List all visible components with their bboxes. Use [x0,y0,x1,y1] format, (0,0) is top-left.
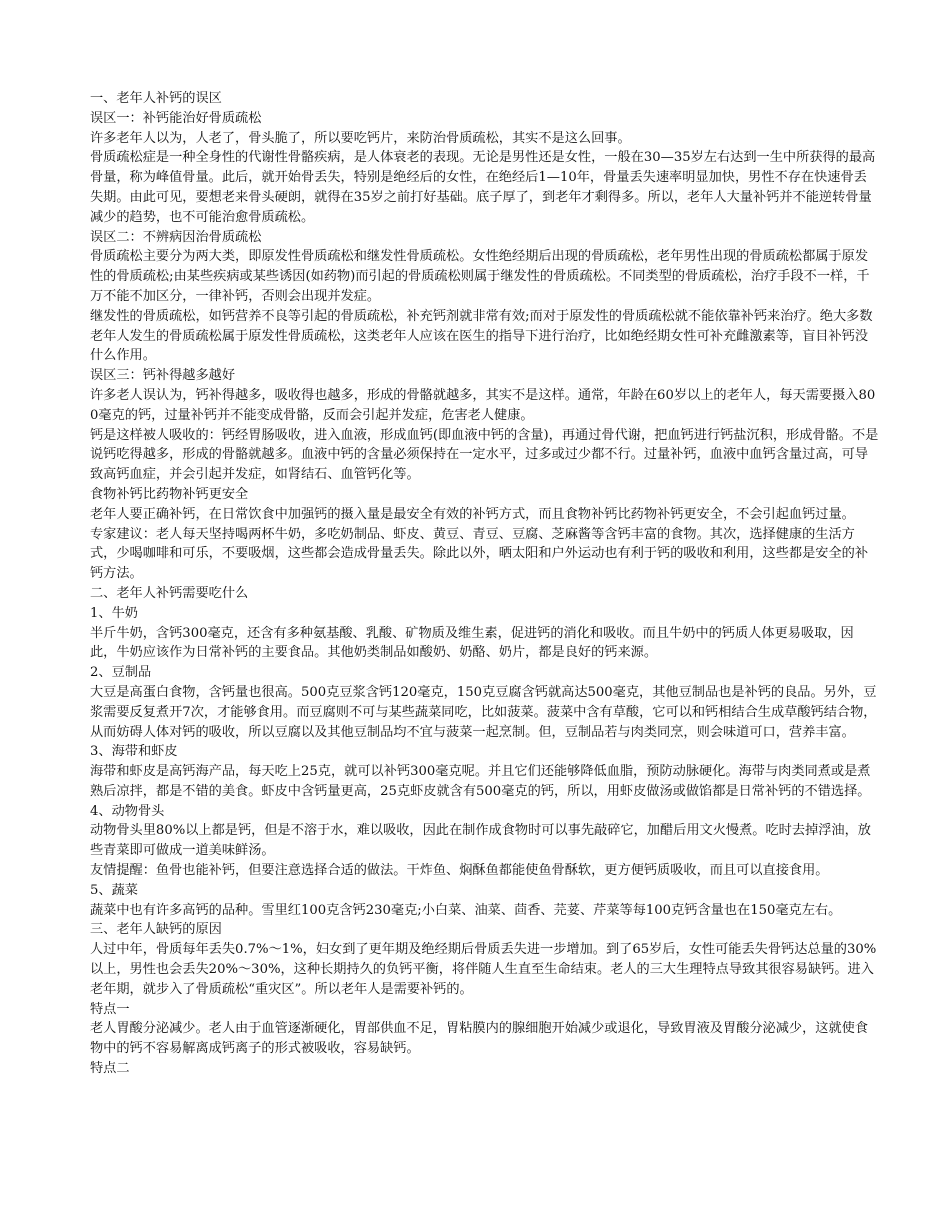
paragraph: 许多老年人以为，人老了，骨头脆了，所以要吃钙片，来防治骨质疏松，其实不是这么回事。 [90,130,631,146]
paragraph: 许多老人误认为，钙补得越多，吸收得也越多，形成的骨骼就越多，其实不是这样。通常，年龄在60岁以上的老年人，每天需要摄入800毫克的钙，过量补钙并不能变成骨骼，反而会引起并发症，危害老人健康。 [90,387,876,423]
paragraph: 蔬菜中也有许多高钙的品种。雪里红100克含钙230毫克;小白菜、油菜、茴香、芫荽、芹菜等每100克钙含量也在150毫克左右。 [90,902,842,918]
paragraph: 继发性的骨质疏松，如钙营养不良等引起的骨质疏松，补充钙剂就非常有效;而对于原发性的骨质疏松就不能依靠补钙来治疗。绝大多数老年人发生的骨质疏松属于原发性骨质疏松，这类老年人应该在医生的指导下进行治疗，比如绝经期女性可补充雌激素等，盲目补钙没什么作用。 [90,308,873,364]
section-heading: 一、老年人补钙的误区 [90,91,222,106]
document-body [90,89,880,1079]
section-heading: 1、牛奶 [90,605,138,621]
paragraph: 海带和虾皮是高钙海产品，每天吃上25克，就可以补钙300毫克呢。并且它们还能够降低血脂，预防动脉硬化。海带与肉类同煮或是煮熟后凉拌，都是不错的美食。虾皮中含钙量更高，25克虾皮就含有500毫克的钙，所以，用虾皮做汤或做馅都是日常补钙的不错选择。 [90,764,871,799]
paragraph: 友情提醒：鱼骨也能补钙，但要注意选择合适的做法。干炸鱼、焖酥鱼都能使鱼骨酥软，更方便钙质吸收，而且可以直接食用。 [90,863,829,879]
paragraph: 骨质疏松主要分为两大类，即原发性骨质疏松和继发性骨质疏松。女性绝经期后出现的骨质疏松，老年男性出现的骨质疏松都属于原发性的骨质疏松;由某些疾病或某些诱因(如药物)而引起的骨质疏松则属于继发性的骨质疏松。不同类型的骨质疏松，治疗手段不一样，千万不能不加区分，一律补钙，否则会出现并发症。 [90,249,870,304]
section-heading: 误区三：钙补得越多越好 [90,368,236,384]
paragraph: 老年人要正确补钙，在日常饮食中加强钙的摄入量是最安全有效的补钙方式，而且食物补钙比药物补钙更安全，不会引起血钙过量。 [90,506,855,522]
paragraph: 钙是这样被人吸收的：钙经胃肠吸收，进入血液，形成血钙(即血液中钙的含量)，再通过骨代谢，把血钙进行钙盐沉积，形成骨骼。不是说钙吃得越多，形成的骨骼就越多。血液中钙的含量必须保持在一定水平，过多或过少都不行。过量补钙，血液中血钙含量过高，可导致高钙血症，并会引起并发症，如肾结石、血管钙化等。 [90,427,879,483]
section-heading: 特点二 [90,1061,130,1077]
section-heading: 误区二：不辨病因治骨质疏松 [90,229,262,245]
section-heading: 3、海带和虾皮 [90,744,178,760]
section-heading: 二、老年人补钙需要吃什么 [90,585,249,601]
section-heading: 5、蔬菜 [90,882,138,898]
section-heading: 特点一 [90,1001,130,1017]
paragraph: 大豆是高蛋白食物，含钙量也很高。500克豆浆含钙120毫克，150克豆腐含钙就高达500毫克，其他豆制品也是补钙的良品。另外，豆浆需要反复煮开7次，才能够食用。而豆腐则不可与某些蔬菜同吃，比如菠菜。菠菜中含有草酸，它可以和钙相结合生成草酸钙结合物，从而妨碍人体对钙的吸收，所以豆腐以及其他豆制品均不宜与菠菜一起烹制。但，豆制品若与肉类同烹，则会味道可口，营养丰富。 [90,684,877,740]
section-heading: 三、老年人缺钙的原因 [90,922,222,938]
section-heading: 4、动物骨头 [90,803,165,819]
paragraph: 专家建议：老人每天坚持喝两杯牛奶，多吃奶制品、虾皮、黄豆、青豆、豆腐、芝麻酱等含钙丰富的食物。其次，选择健康的生活方式，少喝咖啡和可乐，不要吸烟，这些都会造成骨量丢失。除此以外，晒太阳和户外运动也有利于钙的吸收和利用，这些都是安全的补钙方法。 [90,526,869,582]
section-heading: 误区一：补钙能治好骨质疏松 [90,110,262,126]
paragraph: 老人胃酸分泌减少。老人由于血管逐渐硬化，胃部供血不足，胃粘膜内的腺细胞开始减少或退化，导致胃液及胃酸分泌减少，这就使食物中的钙不容易解离成钙离子的形式被吸收，容易缺钙。 [90,1021,869,1057]
section-heading: 2、豆制品 [90,665,152,681]
paragraph: 人过中年，骨质每年丢失0.7%～1%，妇女到了更年期及绝经期后骨质丢失进一步增加。到了65岁后，女性可能丢失骨钙达总量的30%以上，男性也会丢失20%～30%，这种长期持久的负钙平衡，将伴随人生直至生命结束。老人的三大生理特点导致其很容易缺钙。进入老年期，就步入了骨质疏松“重灾区”。所以老年人是需要补钙的。 [90,942,877,997]
paragraph: 动物骨头里80%以上都是钙，但是不溶于水，难以吸收，因此在制作成食物时可以事先敲碎它，加醋后用文火慢煮。吃时去掉浮油，放些青菜即可做成一道美味鲜汤。 [90,823,871,859]
section-heading: 食物补钙比药物补钙更安全 [90,486,249,502]
paragraph: 骨质疏松症是一种全身性的代谢性骨骼疾病，是人体衰老的表现。无论是男性还是女性，一般在30—35岁左右达到一生中所获得的最高骨量，称为峰值骨量。此后，就开始骨丢失，特别是绝经后的女性，在绝经后1—10年，骨量丢失速率明显加快，男性不存在快速骨丢失期。由此可见，要想老来骨头硬朗，就得在35岁之前打好基础。底子厚了，到老年才剩得多。所以，老年人大量补钙并不能逆转骨量减少的趋势，也不可能治愈骨质疏松。 [90,150,876,225]
paragraph: 半斤牛奶，含钙300毫克，还含有多种氨基酸、乳酸、矿物质及维生素，促进钙的消化和吸收。而且牛奶中的钙质人体更易吸取，因此，牛奶应该作为日常补钙的主要食品。其他奶类制品如酸奶、奶酪、奶片，都是良好的钙来源。 [90,625,854,661]
